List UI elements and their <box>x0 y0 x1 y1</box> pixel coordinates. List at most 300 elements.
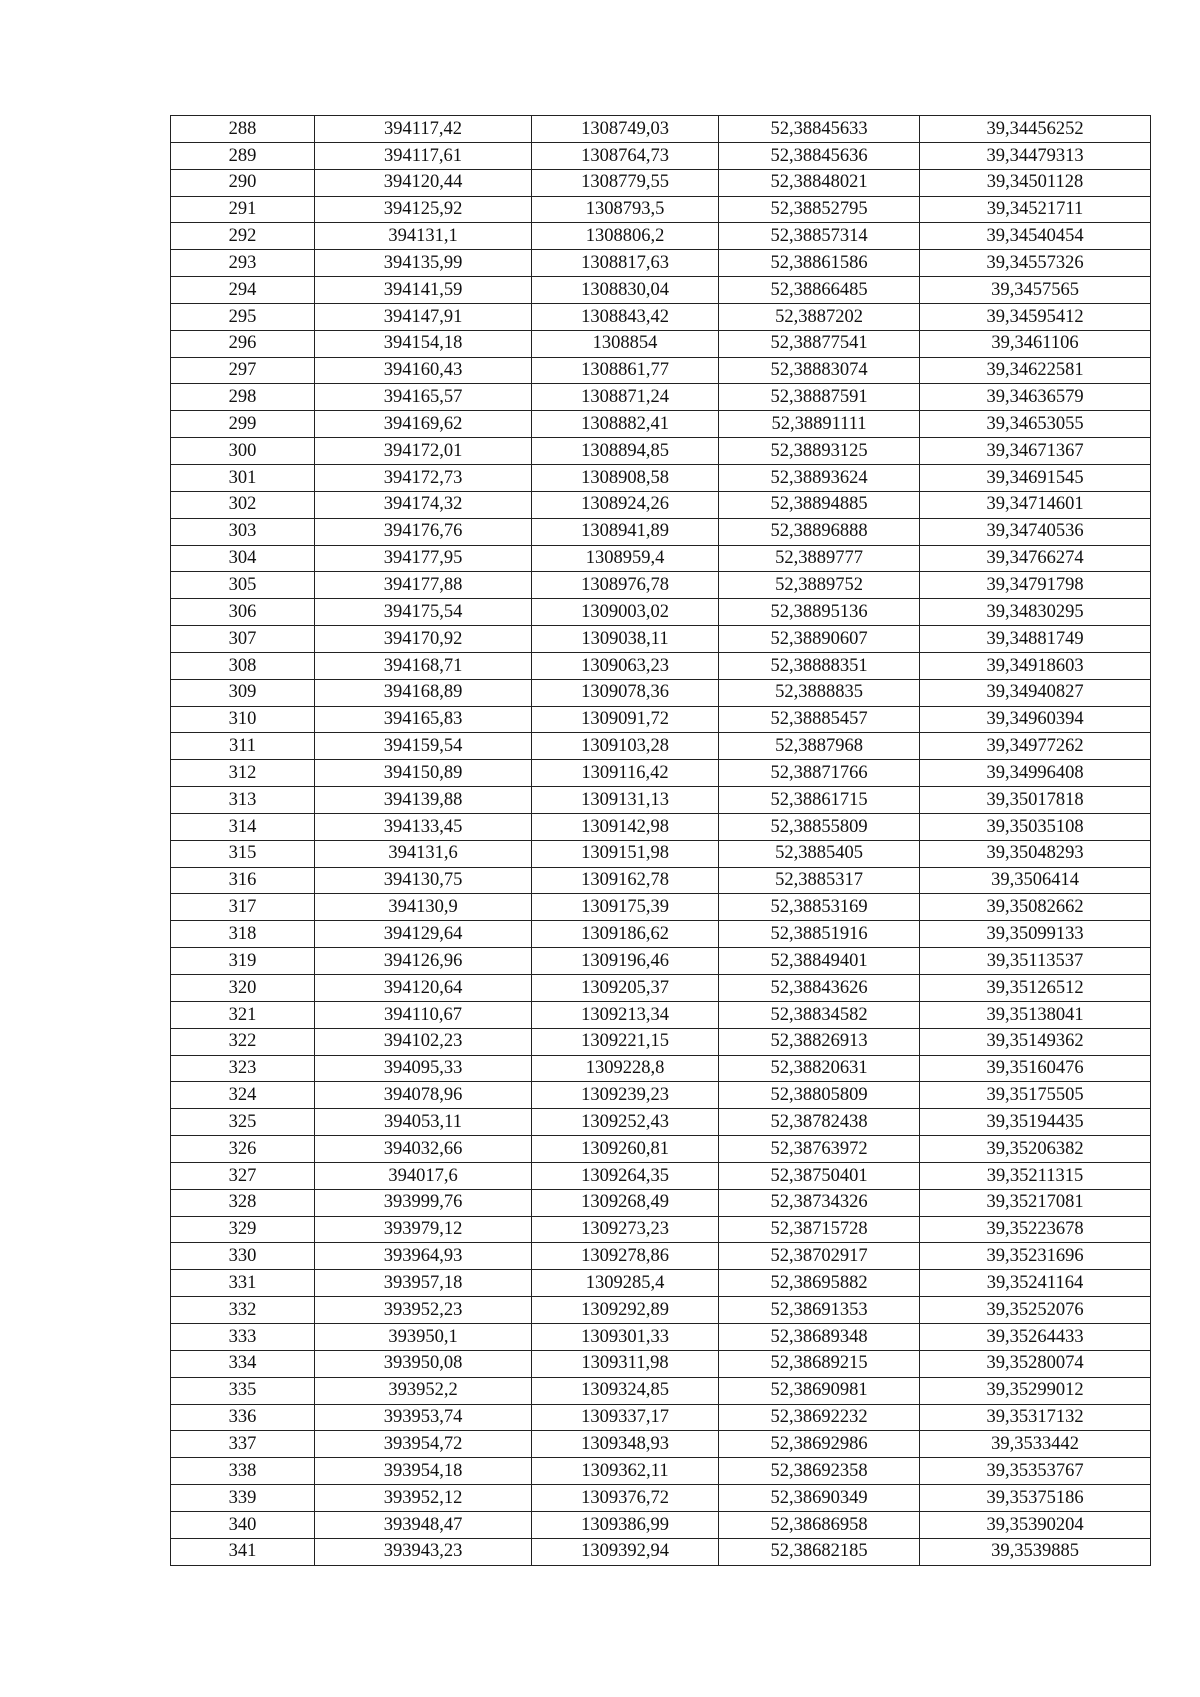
table-row <box>171 1055 1151 1082</box>
y-coordinate-cell: 1309205,37 <box>532 975 719 1002</box>
y-coordinate-cell: 1309196,46 <box>532 948 719 975</box>
y-coordinate-cell: 1308764,73 <box>532 142 719 169</box>
latitude-cell: 52,38849401 <box>719 948 920 975</box>
y-coordinate-cell: 1309186,62 <box>532 921 719 948</box>
y-coordinate-cell: 1309324,85 <box>532 1377 719 1404</box>
latitude-cell: 52,38750401 <box>719 1162 920 1189</box>
point-number-cell: 295 <box>171 303 315 330</box>
table-row <box>171 142 1151 169</box>
x-coordinate-cell: 393952,12 <box>315 1485 532 1512</box>
point-number-cell: 303 <box>171 518 315 545</box>
x-coordinate-cell: 394141,59 <box>315 277 532 304</box>
y-coordinate-cell: 1309175,39 <box>532 894 719 921</box>
latitude-cell: 52,38805809 <box>719 1082 920 1109</box>
latitude-cell: 52,38695882 <box>719 1270 920 1297</box>
y-coordinate-cell: 1308882,41 <box>532 411 719 438</box>
point-number-cell: 289 <box>171 142 315 169</box>
y-coordinate-cell: 1308830,04 <box>532 277 719 304</box>
coordinates-table <box>170 115 1151 1566</box>
table-row <box>171 357 1151 384</box>
x-coordinate-cell: 394168,89 <box>315 679 532 706</box>
latitude-cell: 52,3889777 <box>719 545 920 572</box>
x-coordinate-cell: 394175,54 <box>315 599 532 626</box>
longitude-cell: 39,3506414 <box>920 867 1151 894</box>
latitude-cell: 52,38866485 <box>719 277 920 304</box>
latitude-cell: 52,38686958 <box>719 1511 920 1538</box>
longitude-cell: 39,34740536 <box>920 518 1151 545</box>
x-coordinate-cell: 393999,76 <box>315 1189 532 1216</box>
latitude-cell: 52,38851916 <box>719 921 920 948</box>
longitude-cell: 39,35252076 <box>920 1297 1151 1324</box>
latitude-cell: 52,38888351 <box>719 652 920 679</box>
table-row <box>171 1511 1151 1538</box>
y-coordinate-cell: 1309162,78 <box>532 867 719 894</box>
latitude-cell: 52,38845636 <box>719 142 920 169</box>
table-row <box>171 438 1151 465</box>
longitude-cell: 39,34766274 <box>920 545 1151 572</box>
x-coordinate-cell: 394095,33 <box>315 1055 532 1082</box>
table-row <box>171 1162 1151 1189</box>
latitude-cell: 52,38853169 <box>719 894 920 921</box>
latitude-cell: 52,38826913 <box>719 1028 920 1055</box>
point-number-cell: 300 <box>171 438 315 465</box>
table-row <box>171 840 1151 867</box>
y-coordinate-cell: 1309337,17 <box>532 1404 719 1431</box>
y-coordinate-cell: 1308941,89 <box>532 518 719 545</box>
x-coordinate-cell: 394129,64 <box>315 921 532 948</box>
point-number-cell: 306 <box>171 599 315 626</box>
point-number-cell: 338 <box>171 1458 315 1485</box>
table-row <box>171 1458 1151 1485</box>
y-coordinate-cell: 1309003,02 <box>532 599 719 626</box>
y-coordinate-cell: 1309252,43 <box>532 1109 719 1136</box>
x-coordinate-cell: 393950,08 <box>315 1350 532 1377</box>
x-coordinate-cell: 393950,1 <box>315 1323 532 1350</box>
longitude-cell: 39,34501128 <box>920 169 1151 196</box>
latitude-cell: 52,38877541 <box>719 330 920 357</box>
x-coordinate-cell: 394117,61 <box>315 142 532 169</box>
point-number-cell: 316 <box>171 867 315 894</box>
longitude-cell: 39,34714601 <box>920 491 1151 518</box>
latitude-cell: 52,38692358 <box>719 1458 920 1485</box>
table-row <box>171 1323 1151 1350</box>
point-number-cell: 307 <box>171 626 315 653</box>
latitude-cell: 52,38883074 <box>719 357 920 384</box>
latitude-cell: 52,38861586 <box>719 250 920 277</box>
y-coordinate-cell: 1309078,36 <box>532 679 719 706</box>
longitude-cell: 39,34791798 <box>920 572 1151 599</box>
x-coordinate-cell: 393952,23 <box>315 1297 532 1324</box>
y-coordinate-cell: 1308924,26 <box>532 491 719 518</box>
latitude-cell: 52,38690981 <box>719 1377 920 1404</box>
x-coordinate-cell: 394177,95 <box>315 545 532 572</box>
x-coordinate-cell: 394170,92 <box>315 626 532 653</box>
y-coordinate-cell: 1309063,23 <box>532 652 719 679</box>
x-coordinate-cell: 394120,44 <box>315 169 532 196</box>
longitude-cell: 39,3539885 <box>920 1538 1151 1565</box>
point-number-cell: 291 <box>171 196 315 223</box>
point-number-cell: 329 <box>171 1216 315 1243</box>
y-coordinate-cell: 1309386,99 <box>532 1511 719 1538</box>
latitude-cell: 52,38895136 <box>719 599 920 626</box>
table-row <box>171 706 1151 733</box>
point-number-cell: 321 <box>171 1001 315 1028</box>
table-row <box>171 679 1151 706</box>
point-number-cell: 320 <box>171 975 315 1002</box>
longitude-cell: 39,35082662 <box>920 894 1151 921</box>
y-coordinate-cell: 1308861,77 <box>532 357 719 384</box>
longitude-cell: 39,34653055 <box>920 411 1151 438</box>
x-coordinate-cell: 394174,32 <box>315 491 532 518</box>
y-coordinate-cell: 1309221,15 <box>532 1028 719 1055</box>
y-coordinate-cell: 1309285,4 <box>532 1270 719 1297</box>
latitude-cell: 52,38894885 <box>719 491 920 518</box>
table-row <box>171 787 1151 814</box>
point-number-cell: 334 <box>171 1350 315 1377</box>
x-coordinate-cell: 394172,01 <box>315 438 532 465</box>
x-coordinate-cell: 393954,72 <box>315 1431 532 1458</box>
x-coordinate-cell: 394102,23 <box>315 1028 532 1055</box>
x-coordinate-cell: 394120,64 <box>315 975 532 1002</box>
x-coordinate-cell: 394169,62 <box>315 411 532 438</box>
y-coordinate-cell: 1309392,94 <box>532 1538 719 1565</box>
longitude-cell: 39,35390204 <box>920 1511 1151 1538</box>
longitude-cell: 39,35160476 <box>920 1055 1151 1082</box>
table-row <box>171 384 1151 411</box>
point-number-cell: 305 <box>171 572 315 599</box>
table-row <box>171 948 1151 975</box>
latitude-cell: 52,38691353 <box>719 1297 920 1324</box>
x-coordinate-cell: 393948,47 <box>315 1511 532 1538</box>
point-number-cell: 324 <box>171 1082 315 1109</box>
longitude-cell: 39,35353767 <box>920 1458 1151 1485</box>
longitude-cell: 39,35149362 <box>920 1028 1151 1055</box>
x-coordinate-cell: 394165,57 <box>315 384 532 411</box>
table-row <box>171 1538 1151 1565</box>
latitude-cell: 52,38692986 <box>719 1431 920 1458</box>
table-row <box>171 250 1151 277</box>
y-coordinate-cell: 1308843,42 <box>532 303 719 330</box>
x-coordinate-cell: 394159,54 <box>315 733 532 760</box>
x-coordinate-cell: 394017,6 <box>315 1162 532 1189</box>
longitude-cell: 39,34996408 <box>920 760 1151 787</box>
latitude-cell: 52,38885457 <box>719 706 920 733</box>
longitude-cell: 39,34671367 <box>920 438 1151 465</box>
point-number-cell: 330 <box>171 1243 315 1270</box>
longitude-cell: 39,3533442 <box>920 1431 1151 1458</box>
y-coordinate-cell: 1308806,2 <box>532 223 719 250</box>
x-coordinate-cell: 394131,6 <box>315 840 532 867</box>
latitude-cell: 52,38845633 <box>719 116 920 143</box>
table-row <box>171 1001 1151 1028</box>
y-coordinate-cell: 1308871,24 <box>532 384 719 411</box>
latitude-cell: 52,38689215 <box>719 1350 920 1377</box>
y-coordinate-cell: 1309268,49 <box>532 1189 719 1216</box>
point-number-cell: 327 <box>171 1162 315 1189</box>
longitude-cell: 39,3461106 <box>920 330 1151 357</box>
point-number-cell: 341 <box>171 1538 315 1565</box>
point-number-cell: 336 <box>171 1404 315 1431</box>
x-coordinate-cell: 393957,18 <box>315 1270 532 1297</box>
longitude-cell: 39,35175505 <box>920 1082 1151 1109</box>
y-coordinate-cell: 1308959,4 <box>532 545 719 572</box>
point-number-cell: 310 <box>171 706 315 733</box>
point-number-cell: 311 <box>171 733 315 760</box>
point-number-cell: 302 <box>171 491 315 518</box>
longitude-cell: 39,35113537 <box>920 948 1151 975</box>
longitude-cell: 39,34918603 <box>920 652 1151 679</box>
longitude-cell: 39,35299012 <box>920 1377 1151 1404</box>
x-coordinate-cell: 394176,76 <box>315 518 532 545</box>
y-coordinate-cell: 1309264,35 <box>532 1162 719 1189</box>
table-row <box>171 303 1151 330</box>
table-row <box>171 1243 1151 1270</box>
table-row <box>171 1485 1151 1512</box>
latitude-cell: 52,38682185 <box>719 1538 920 1565</box>
longitude-cell: 39,34479313 <box>920 142 1151 169</box>
point-number-cell: 335 <box>171 1377 315 1404</box>
latitude-cell: 52,38843626 <box>719 975 920 1002</box>
point-number-cell: 317 <box>171 894 315 921</box>
longitude-cell: 39,35211315 <box>920 1162 1151 1189</box>
table-row <box>171 223 1151 250</box>
point-number-cell: 313 <box>171 787 315 814</box>
point-number-cell: 318 <box>171 921 315 948</box>
longitude-cell: 39,35194435 <box>920 1109 1151 1136</box>
y-coordinate-cell: 1309273,23 <box>532 1216 719 1243</box>
y-coordinate-cell: 1308908,58 <box>532 464 719 491</box>
x-coordinate-cell: 394168,71 <box>315 652 532 679</box>
longitude-cell: 39,34960394 <box>920 706 1151 733</box>
longitude-cell: 39,34977262 <box>920 733 1151 760</box>
point-number-cell: 328 <box>171 1189 315 1216</box>
point-number-cell: 340 <box>171 1511 315 1538</box>
latitude-cell: 52,38820631 <box>719 1055 920 1082</box>
x-coordinate-cell: 393952,2 <box>315 1377 532 1404</box>
y-coordinate-cell: 1309038,11 <box>532 626 719 653</box>
x-coordinate-cell: 394133,45 <box>315 813 532 840</box>
y-coordinate-cell: 1309116,42 <box>532 760 719 787</box>
longitude-cell: 39,35126512 <box>920 975 1151 1002</box>
longitude-cell: 39,35017818 <box>920 787 1151 814</box>
table-row <box>171 169 1151 196</box>
latitude-cell: 52,3889752 <box>719 572 920 599</box>
y-coordinate-cell: 1308749,03 <box>532 116 719 143</box>
point-number-cell: 339 <box>171 1485 315 1512</box>
latitude-cell: 52,38891111 <box>719 411 920 438</box>
latitude-cell: 52,38734326 <box>719 1189 920 1216</box>
latitude-cell: 52,38861715 <box>719 787 920 814</box>
point-number-cell: 308 <box>171 652 315 679</box>
y-coordinate-cell: 1308894,85 <box>532 438 719 465</box>
longitude-cell: 39,34595412 <box>920 303 1151 330</box>
latitude-cell: 52,3887202 <box>719 303 920 330</box>
longitude-cell: 39,34456252 <box>920 116 1151 143</box>
longitude-cell: 39,35206382 <box>920 1136 1151 1163</box>
longitude-cell: 39,3457565 <box>920 277 1151 304</box>
table-row <box>171 867 1151 894</box>
point-number-cell: 292 <box>171 223 315 250</box>
coordinates-table-body <box>171 116 1151 1566</box>
y-coordinate-cell: 1309260,81 <box>532 1136 719 1163</box>
x-coordinate-cell: 394147,91 <box>315 303 532 330</box>
longitude-cell: 39,35317132 <box>920 1404 1151 1431</box>
point-number-cell: 312 <box>171 760 315 787</box>
point-number-cell: 322 <box>171 1028 315 1055</box>
x-coordinate-cell: 393953,74 <box>315 1404 532 1431</box>
latitude-cell: 52,38871766 <box>719 760 920 787</box>
table-row <box>171 1082 1151 1109</box>
longitude-cell: 39,35264433 <box>920 1323 1151 1350</box>
x-coordinate-cell: 394154,18 <box>315 330 532 357</box>
x-coordinate-cell: 394032,66 <box>315 1136 532 1163</box>
x-coordinate-cell: 394078,96 <box>315 1082 532 1109</box>
x-coordinate-cell: 394139,88 <box>315 787 532 814</box>
y-coordinate-cell: 1308817,63 <box>532 250 719 277</box>
x-coordinate-cell: 394150,89 <box>315 760 532 787</box>
table-row <box>171 1377 1151 1404</box>
y-coordinate-cell: 1309278,86 <box>532 1243 719 1270</box>
table-row <box>171 1404 1151 1431</box>
point-number-cell: 299 <box>171 411 315 438</box>
longitude-cell: 39,35138041 <box>920 1001 1151 1028</box>
y-coordinate-cell: 1309151,98 <box>532 840 719 867</box>
table-row <box>171 1216 1151 1243</box>
longitude-cell: 39,34557326 <box>920 250 1151 277</box>
x-coordinate-cell: 394135,99 <box>315 250 532 277</box>
point-number-cell: 337 <box>171 1431 315 1458</box>
latitude-cell: 52,3887968 <box>719 733 920 760</box>
table-row <box>171 1431 1151 1458</box>
latitude-cell: 52,38896888 <box>719 518 920 545</box>
point-number-cell: 293 <box>171 250 315 277</box>
y-coordinate-cell: 1309103,28 <box>532 733 719 760</box>
point-number-cell: 325 <box>171 1109 315 1136</box>
point-number-cell: 323 <box>171 1055 315 1082</box>
latitude-cell: 52,38893125 <box>719 438 920 465</box>
latitude-cell: 52,38715728 <box>719 1216 920 1243</box>
latitude-cell: 52,38782438 <box>719 1109 920 1136</box>
x-coordinate-cell: 394131,1 <box>315 223 532 250</box>
y-coordinate-cell: 1309142,98 <box>532 813 719 840</box>
point-number-cell: 290 <box>171 169 315 196</box>
table-row <box>171 1109 1151 1136</box>
point-number-cell: 326 <box>171 1136 315 1163</box>
x-coordinate-cell: 393954,18 <box>315 1458 532 1485</box>
latitude-cell: 52,38887591 <box>719 384 920 411</box>
longitude-cell: 39,35217081 <box>920 1189 1151 1216</box>
point-number-cell: 319 <box>171 948 315 975</box>
longitude-cell: 39,34636579 <box>920 384 1151 411</box>
x-coordinate-cell: 394117,42 <box>315 116 532 143</box>
longitude-cell: 39,35280074 <box>920 1350 1151 1377</box>
x-coordinate-cell: 394165,83 <box>315 706 532 733</box>
table-row <box>171 626 1151 653</box>
latitude-cell: 52,3885405 <box>719 840 920 867</box>
table-row <box>171 599 1151 626</box>
longitude-cell: 39,35048293 <box>920 840 1151 867</box>
latitude-cell: 52,38692232 <box>719 1404 920 1431</box>
table-row <box>171 1028 1151 1055</box>
x-coordinate-cell: 394177,88 <box>315 572 532 599</box>
latitude-cell: 52,38857314 <box>719 223 920 250</box>
table-row <box>171 652 1151 679</box>
y-coordinate-cell: 1309376,72 <box>532 1485 719 1512</box>
x-coordinate-cell: 394172,73 <box>315 464 532 491</box>
latitude-cell: 52,3888835 <box>719 679 920 706</box>
table-row <box>171 813 1151 840</box>
y-coordinate-cell: 1309311,98 <box>532 1350 719 1377</box>
point-number-cell: 301 <box>171 464 315 491</box>
table-row <box>171 196 1151 223</box>
table-row <box>171 545 1151 572</box>
point-number-cell: 296 <box>171 330 315 357</box>
point-number-cell: 314 <box>171 813 315 840</box>
table-row <box>171 411 1151 438</box>
table-row <box>171 760 1151 787</box>
longitude-cell: 39,34540454 <box>920 223 1151 250</box>
x-coordinate-cell: 394110,67 <box>315 1001 532 1028</box>
point-number-cell: 298 <box>171 384 315 411</box>
point-number-cell: 297 <box>171 357 315 384</box>
table-row <box>171 894 1151 921</box>
y-coordinate-cell: 1309213,34 <box>532 1001 719 1028</box>
latitude-cell: 52,38763972 <box>719 1136 920 1163</box>
latitude-cell: 52,38848021 <box>719 169 920 196</box>
x-coordinate-cell: 394125,92 <box>315 196 532 223</box>
longitude-cell: 39,34940827 <box>920 679 1151 706</box>
y-coordinate-cell: 1309301,33 <box>532 1323 719 1350</box>
x-coordinate-cell: 394053,11 <box>315 1109 532 1136</box>
table-row <box>171 464 1151 491</box>
longitude-cell: 39,34830295 <box>920 599 1151 626</box>
point-number-cell: 294 <box>171 277 315 304</box>
table-row <box>171 1350 1151 1377</box>
table-row <box>171 1270 1151 1297</box>
point-number-cell: 288 <box>171 116 315 143</box>
table-row <box>171 518 1151 545</box>
table-row <box>171 116 1151 143</box>
table-row <box>171 1189 1151 1216</box>
y-coordinate-cell: 1309362,11 <box>532 1458 719 1485</box>
longitude-cell: 39,35035108 <box>920 813 1151 840</box>
longitude-cell: 39,34521711 <box>920 196 1151 223</box>
longitude-cell: 39,35099133 <box>920 921 1151 948</box>
point-number-cell: 304 <box>171 545 315 572</box>
latitude-cell: 52,38852795 <box>719 196 920 223</box>
y-coordinate-cell: 1308793,5 <box>532 196 719 223</box>
table-row <box>171 572 1151 599</box>
latitude-cell: 52,38689348 <box>719 1323 920 1350</box>
y-coordinate-cell: 1309239,23 <box>532 1082 719 1109</box>
longitude-cell: 39,35241164 <box>920 1270 1151 1297</box>
x-coordinate-cell: 393943,23 <box>315 1538 532 1565</box>
longitude-cell: 39,35375186 <box>920 1485 1151 1512</box>
table-row <box>171 733 1151 760</box>
table-row <box>171 975 1151 1002</box>
latitude-cell: 52,38690349 <box>719 1485 920 1512</box>
table-row <box>171 277 1151 304</box>
x-coordinate-cell: 394126,96 <box>315 948 532 975</box>
y-coordinate-cell: 1308976,78 <box>532 572 719 599</box>
y-coordinate-cell: 1309131,13 <box>532 787 719 814</box>
latitude-cell: 52,38893624 <box>719 464 920 491</box>
longitude-cell: 39,34622581 <box>920 357 1151 384</box>
x-coordinate-cell: 394160,43 <box>315 357 532 384</box>
longitude-cell: 39,34691545 <box>920 464 1151 491</box>
latitude-cell: 52,38855809 <box>719 813 920 840</box>
point-number-cell: 333 <box>171 1323 315 1350</box>
